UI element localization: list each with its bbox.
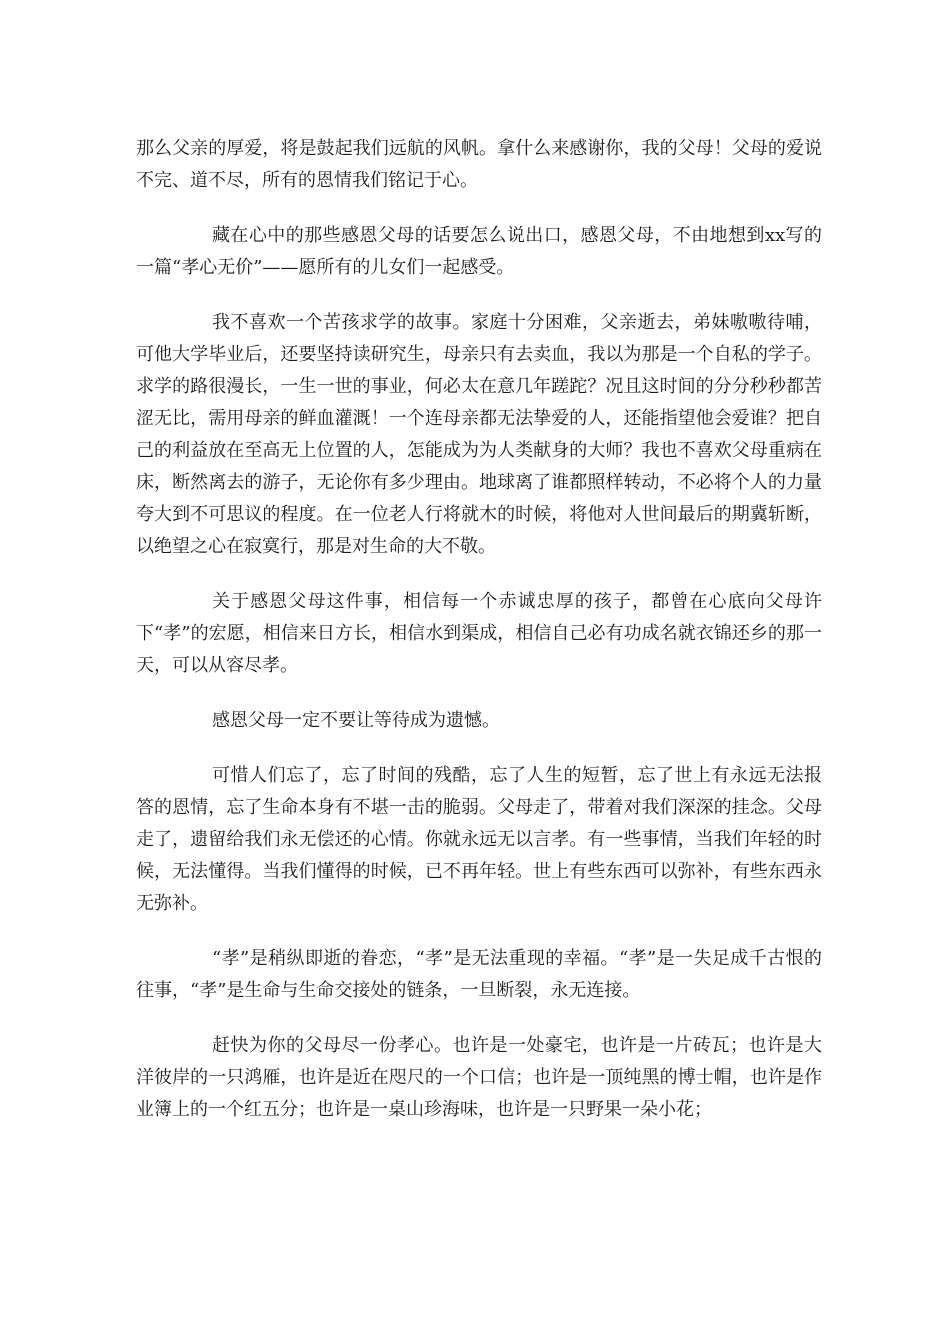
document-body <box>136 133 822 1149</box>
paragraph-1: 那么父亲的厚爱，将是鼓起我们远航的风帆。拿什么来感谢你，我的父母！父母的爱说不完、道不尽，所有的恩情我们铭记于心。 <box>136 138 822 191</box>
paragraph-6: 可惜人们忘了，忘了时间的残酷，忘了人生的短暂，忘了世上有永远无法报答的恩情，忘了生命本身有不堪一击的脆弱。父母走了，带着对我们深深的挂念。父母走了，遗留给我们永无偿还的心情。你就永远无以言孝。有一些事情，当我们年轻的时候，无法懂得。当我们懂得的时候，已不再年轻。世上有些东西可以弥补，有些东西永无弥补。 <box>136 765 822 914</box>
paragraph-3: 我不喜欢一个苦孩求学的故事。家庭十分困难，父亲逝去，弟妹嗷嗷待哺，可他大学毕业后，还要坚持读研究生，母亲只有去卖血，我以为那是一个自私的学子。求学的路很漫长，一生一世的事业，何必太在意几年蹉跎？况且这时间的分分秒秒都苦涩无比，需用母亲的鲜血灌溉！一个连母亲都无法挚爱的人，还能指望他会爱谁？把自己的利益放在至高无上位置的人，怎能成为为人类献身的大师？我也不喜欢父母重病在床，断然离去的游子，无论你有多少理由。地球离了谁都照样转动，不必将个人的力量夸大到不可思议的程度。在一位老人行将就木的时候，将他对人世间最后的期冀斩断，以绝望之心在寂寞行，那是对生命的大不敬。 <box>136 312 822 557</box>
paragraph-7: “孝”是稍纵即逝的眷恋，“孝”是无法重现的幸福。“孝”是一失足成千古恨的往事，“孝”是生命与生命交接处的链条，一旦断裂，永无连接。 <box>136 948 822 1001</box>
paragraph-4: 关于感恩父母这件事，相信每一个赤诚忠厚的孩子，都曾在心底向父母许下“孝”的宏愿，相信来日方长，相信水到渠成，相信自己必有功成名就衣锦还乡的那一天，可以从容尽孝。 <box>136 591 822 676</box>
paragraph-5: 感恩父母一定不要让等待成为遗憾。 <box>212 710 500 731</box>
paragraph-8: 赶快为你的父母尽一份孝心。也许是一处豪宅，也许是一片砖瓦；也许是大洋彼岸的一只鸿雁，也许是近在咫尺的一个口信；也许是一顶纯黑的博士帽，也许是作业簿上的一个红五分；也许是一桌山珍海味，也许是一只野果一朵小花； <box>136 1035 822 1120</box>
paragraph-2: 藏在心中的那些感恩父母的话要怎么说出口，感恩父母，不由地想到xx写的一篇“孝心无价”——愿所有的儿女们一起感受。 <box>136 225 822 278</box>
